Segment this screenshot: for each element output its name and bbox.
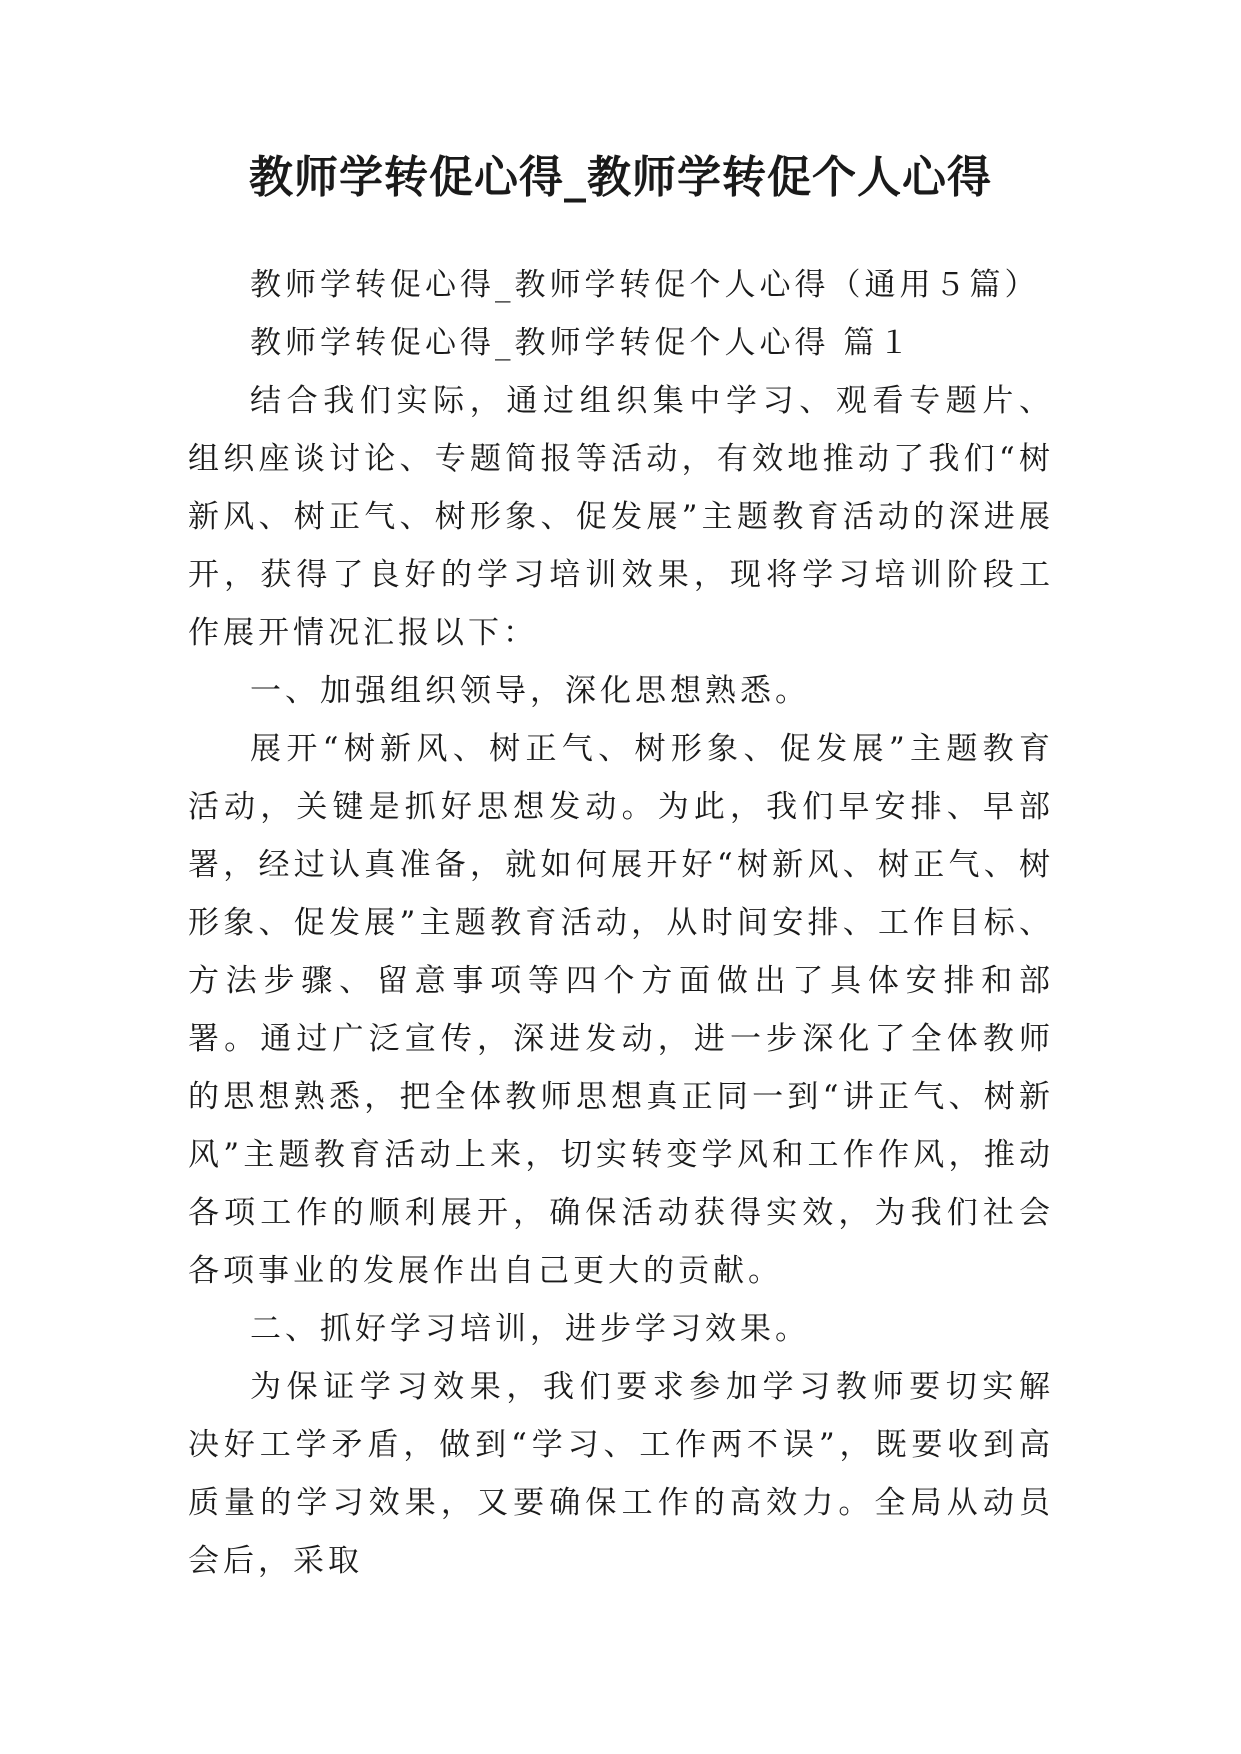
body-paragraph: 展开“树新风、树正气、树形象、促发展”主题教育活动，关键是抓好思想发动。为此，我们早安排、早部署，经过认真准备，就如何展开好“树新风、树正气、树形象、促发展”主题教育活动，从时间安排、工作目标、方法步骤、留意事项等四个方面做出了具体安排和部署。通过广泛宣传，深进发动，进一步深化了全体教师的思想熟悉，把全体教师思想真正同一到“讲正气、树新风”主题教育活动上来，切实转变学风和工作作风，推动各项工作的顺利展开，确保活动获得实效，为我们社会各项事业的发展作出自己更大的贡献。 [188,731,1054,1289]
intro-heading: 教师学转促心得_教师学转促个人心得（通用５篇） [250,267,1040,303]
subheading-two: 二、抓好学习培训，进步学习效果。 [250,1311,810,1347]
document-body [188,256,1054,1590]
subheading-one: 一、加强组织领导，深化思想熟悉。 [250,673,810,709]
document-title: 教师学转促心得_教师学转促个人心得 [249,152,992,203]
section-heading: 教师学转促心得_教师学转促个人心得 篇１ [250,325,914,361]
body-paragraph: 为保证学习效果，我们要求参加学习教师要切实解决好工学矛盾，做到“学习、工作两不误”，既要收到高质量的学习效果，又要确保工作的高效力。全局从动员会后，采取 [188,1369,1054,1579]
body-paragraph: 结合我们实际，通过组织集中学习、观看专题片、组织座谈讨论、专题简报等活动，有效地推动了我们“树新风、树正气、树形象、促发展”主题教育活动的深进展开，获得了良好的学习培训效果，现将学习培训阶段工作展开情况汇报以下： [188,383,1054,651]
